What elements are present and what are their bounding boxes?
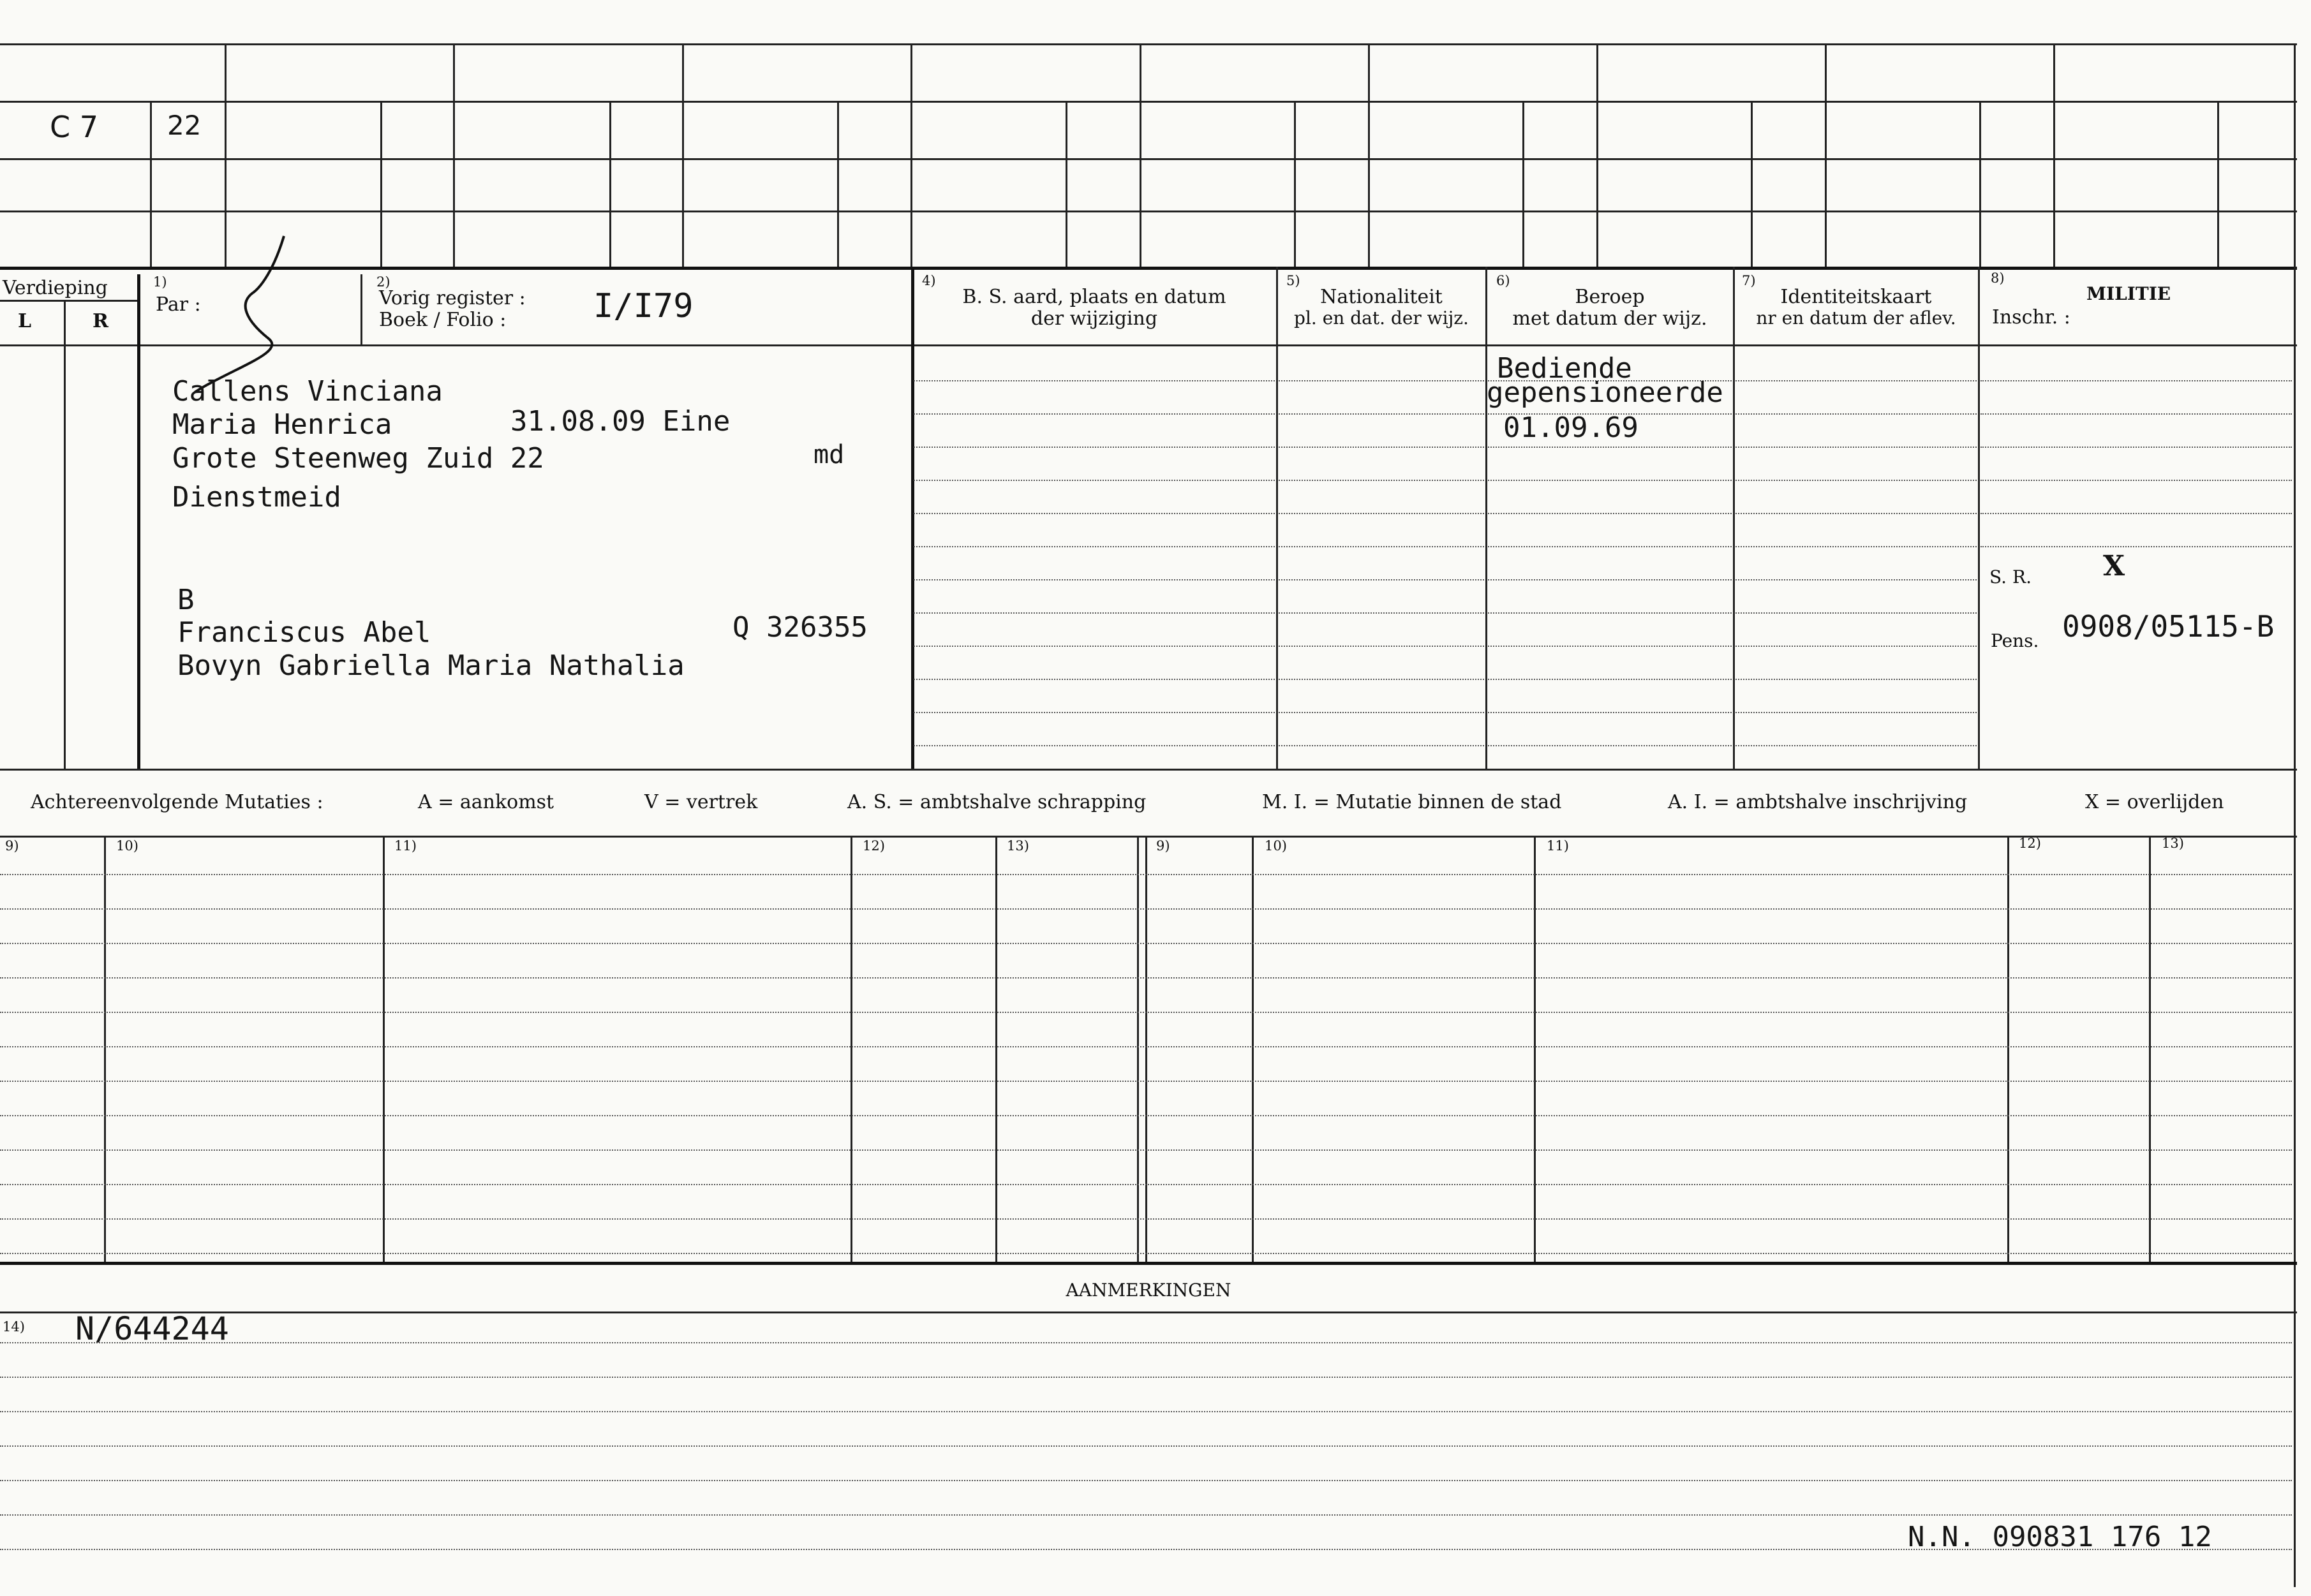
field-number: 6) — [1496, 273, 1510, 288]
dotted-rule — [1488, 646, 1732, 647]
dotted-rule — [1980, 380, 2292, 381]
mut-col-number: 11) — [1547, 838, 1569, 853]
mut-col-number: 10) — [1265, 838, 1287, 853]
dotted-rule — [1279, 546, 1484, 547]
father-name: Franciscus Abel — [177, 616, 431, 649]
mother-name: Bovyn Gabriella Maria Nathalia — [177, 649, 685, 682]
dotted-rule — [0, 1218, 2292, 1220]
mut-col-divider — [104, 837, 106, 1262]
field-number: 1) — [153, 274, 167, 290]
bs-header-line1: B. S. aard, plaats en datum — [962, 286, 1226, 308]
field-number: 5) — [1286, 273, 1300, 288]
legend-aankomst: A = aankomst — [418, 791, 554, 813]
dotted-rule — [0, 1377, 2292, 1378]
beroep-header-line1: Beroep — [1575, 286, 1645, 308]
beroep-line1: Bediende — [1497, 352, 1632, 385]
col-divider-beroep — [1485, 267, 1487, 769]
dotted-rule — [1488, 745, 1732, 746]
field-number: 2) — [376, 274, 390, 290]
field-number: 7) — [1742, 273, 1756, 288]
top-grid-border — [0, 43, 2297, 45]
dotted-rule — [1735, 513, 1977, 514]
inschr-label: Inschr. : — [1992, 306, 2070, 329]
dotted-rule — [914, 646, 1275, 647]
dotted-rule — [0, 1514, 2292, 1516]
dotted-rule — [914, 712, 1275, 713]
grid-divider — [1140, 43, 1141, 267]
dotted-rule — [1279, 513, 1484, 514]
dotted-rule — [1735, 745, 1977, 746]
mut-col-divider — [2149, 837, 2151, 1262]
legend-mutatie-binnen-stad: M. I. = Mutatie binnen de stad — [1262, 791, 1562, 813]
par-label: Par : — [156, 293, 201, 316]
dotted-rule — [0, 1081, 2292, 1082]
dotted-rule — [1279, 712, 1484, 713]
top-grid-bottom — [0, 267, 2297, 270]
dotted-rule — [1279, 413, 1484, 415]
mutaties-top-line — [0, 836, 2297, 838]
field-number: 8) — [1991, 270, 2005, 286]
grid-divider — [1294, 101, 1296, 267]
dotted-rule — [0, 1149, 2292, 1151]
top-grid-code: C 7 — [50, 110, 99, 144]
col-divider-bs — [911, 267, 914, 769]
reference-code: Q 326355 — [732, 611, 868, 644]
dotted-rule — [1980, 480, 2292, 481]
civil-status: md — [814, 440, 845, 469]
grid-divider — [1522, 101, 1524, 267]
dotted-rule — [0, 977, 2292, 979]
grid-divider — [609, 101, 611, 267]
grid-divider — [682, 43, 684, 267]
mut-col-number: 12) — [2019, 836, 2041, 851]
person-name-line1: Callens Vinciana — [172, 375, 443, 408]
header-bottom-line — [0, 344, 2297, 346]
grid-divider — [2217, 101, 2219, 267]
col-divider-militie — [1978, 267, 1980, 769]
mut-col-number: 13) — [1007, 838, 1029, 853]
dotted-rule — [0, 1342, 2292, 1343]
col-divider-nat — [1276, 267, 1278, 769]
top-grid-line — [0, 158, 2297, 160]
dotted-rule — [914, 745, 1275, 746]
verdieping-label: Verdieping — [3, 277, 108, 299]
sr-label: S. R. — [1989, 566, 2032, 587]
mut-col-divider — [1137, 837, 1139, 1262]
dotted-rule — [914, 612, 1275, 614]
dotted-rule — [1735, 413, 1977, 415]
handwritten-mark — [191, 230, 319, 395]
dotted-rule — [1488, 612, 1732, 614]
mut-col-number: 11) — [394, 838, 417, 853]
dotted-rule — [0, 874, 2292, 875]
dotted-rule — [914, 546, 1275, 547]
legend-ambtshalve-inschrijving: A. I. = ambtshalve inschrijving — [1668, 791, 1968, 813]
dotted-rule — [0, 1480, 2292, 1481]
legend-vertrek: V = vertrek — [644, 791, 758, 813]
dotted-rule — [1735, 679, 1977, 680]
id-header-line1: Identiteitskaart — [1780, 286, 1932, 308]
r-label: R — [93, 310, 108, 332]
address: Grote Steenweg Zuid 22 — [172, 442, 544, 475]
dotted-rule — [0, 1046, 2292, 1047]
lr-divider-line — [0, 300, 137, 302]
mut-col-number: 13) — [2162, 836, 2184, 851]
dotted-rule — [1735, 480, 1977, 481]
grid-divider — [910, 43, 912, 267]
dotted-rule — [0, 908, 2292, 910]
mut-col-divider — [1145, 837, 1147, 1262]
mut-col-number: 9) — [1156, 838, 1170, 853]
grid-divider — [1066, 101, 1067, 267]
beroep-line2: gepensioneerde — [1487, 376, 1723, 409]
dotted-rule — [1735, 612, 1977, 614]
dotted-rule — [1279, 380, 1484, 381]
mut-col-number: 12) — [863, 838, 885, 853]
grid-divider — [1751, 101, 1753, 267]
grid-divider — [380, 101, 382, 267]
occupation: Dienstmeid — [172, 481, 341, 514]
grid-divider — [1596, 43, 1598, 267]
dotted-rule — [1279, 679, 1484, 680]
dotted-rule — [0, 1184, 2292, 1185]
dotted-rule — [1488, 579, 1732, 580]
id-header-line2: nr en datum der aflev. — [1756, 307, 1956, 329]
dotted-rule — [1735, 447, 1977, 448]
grid-divider — [150, 101, 152, 267]
dotted-rule — [1279, 745, 1484, 746]
dotted-rule — [1735, 579, 1977, 580]
dotted-rule — [914, 380, 1275, 381]
dotted-rule — [1735, 380, 1977, 381]
birth-date-place: 31.08.09 Eine — [510, 405, 731, 438]
mut-col-divider — [2007, 837, 2009, 1262]
nat-header-line1: Nationaliteit — [1320, 286, 1443, 308]
col-divider-register — [360, 274, 362, 344]
dotted-rule — [1279, 646, 1484, 647]
beroep-header-line2: met datum der wijz. — [1512, 307, 1707, 330]
mut-col-divider — [851, 837, 852, 1262]
grid-divider — [1979, 101, 1981, 267]
grid-divider — [837, 101, 839, 267]
dotted-rule — [1488, 513, 1732, 514]
beroep-date: 01.09.69 — [1503, 411, 1639, 444]
aanmerkingen-top-line — [0, 1312, 2297, 1313]
pension-number: 0908/05115-B — [2062, 609, 2275, 644]
legend-overlijden: X = overlijden — [2085, 791, 2224, 813]
dotted-rule — [1980, 413, 2292, 415]
mut-col-divider — [383, 837, 385, 1262]
dotted-rule — [1980, 447, 2292, 448]
dotted-rule — [1735, 712, 1977, 713]
l-label: L — [18, 310, 32, 332]
dotted-rule — [0, 1445, 2292, 1447]
dotted-rule — [0, 943, 2292, 944]
dotted-rule — [914, 447, 1275, 448]
vorig-register-label: Vorig register : — [379, 287, 526, 309]
mut-col-divider — [1252, 837, 1254, 1262]
mut-col-divider — [1534, 837, 1536, 1262]
militie-header: MILITIE — [2086, 283, 2171, 304]
aanmerkingen-title: AANMERKINGEN — [1066, 1280, 1231, 1301]
sr-value: X — [2103, 550, 2125, 582]
dotted-rule — [914, 413, 1275, 415]
top-grid-line — [0, 101, 2297, 103]
dotted-rule — [1279, 447, 1484, 448]
col-divider-id — [1733, 267, 1735, 769]
dotted-rule — [1488, 679, 1732, 680]
grid-divider — [453, 43, 455, 267]
dotted-rule — [1488, 447, 1732, 448]
dotted-rule — [0, 1012, 2292, 1013]
field-number: 4) — [922, 273, 936, 288]
dotted-rule — [914, 679, 1275, 680]
remark-value: N/644244 — [75, 1310, 229, 1347]
field-number: 14) — [3, 1319, 25, 1334]
bs-header-line2: der wijziging — [1030, 307, 1158, 330]
mut-col-number: 9) — [5, 838, 19, 853]
dotted-rule — [914, 579, 1275, 580]
dotted-rule — [1980, 546, 2292, 547]
top-grid-line — [0, 211, 2297, 212]
dotted-rule — [1279, 579, 1484, 580]
dotted-rule — [1279, 480, 1484, 481]
mut-col-number: 10) — [116, 838, 138, 853]
right-border — [2294, 43, 2296, 1587]
boek-folio-label: Boek / Folio : — [379, 309, 507, 331]
mut-col-divider — [995, 837, 997, 1262]
national-number: N.N. 090831 176 12 — [1908, 1521, 2212, 1553]
dotted-rule — [1980, 513, 2292, 514]
dotted-rule — [914, 480, 1275, 481]
dotted-rule — [1279, 612, 1484, 614]
body-bottom-line — [0, 769, 2297, 771]
dotted-rule — [1488, 480, 1732, 481]
vorig-register-value: I/I79 — [593, 287, 694, 325]
dotted-rule — [0, 1411, 2292, 1412]
nat-header-line2: pl. en dat. der wijz. — [1294, 307, 1469, 329]
dotted-rule — [1735, 546, 1977, 547]
col-divider-lr — [64, 300, 66, 769]
col-divider-par — [137, 274, 140, 769]
grid-divider — [2053, 43, 2055, 267]
dotted-rule — [1488, 712, 1732, 713]
mutaties-bottom-line — [0, 1262, 2297, 1265]
top-grid-number: 22 — [167, 110, 202, 141]
dotted-rule — [1735, 646, 1977, 647]
grid-divider — [1368, 43, 1370, 267]
dotted-rule — [0, 1253, 2292, 1254]
grid-divider — [1825, 43, 1827, 267]
dotted-rule — [1488, 546, 1732, 547]
pens-label: Pens. — [1991, 630, 2039, 651]
section-b-label: B — [177, 584, 195, 616]
dotted-rule — [914, 513, 1275, 514]
mutaties-title: Achtereenvolgende Mutaties : — [31, 791, 323, 813]
dotted-rule — [0, 1115, 2292, 1116]
legend-ambtshalve-schrapping: A. S. = ambtshalve schrapping — [847, 791, 1147, 813]
person-name-line2: Maria Henrica — [172, 408, 392, 441]
